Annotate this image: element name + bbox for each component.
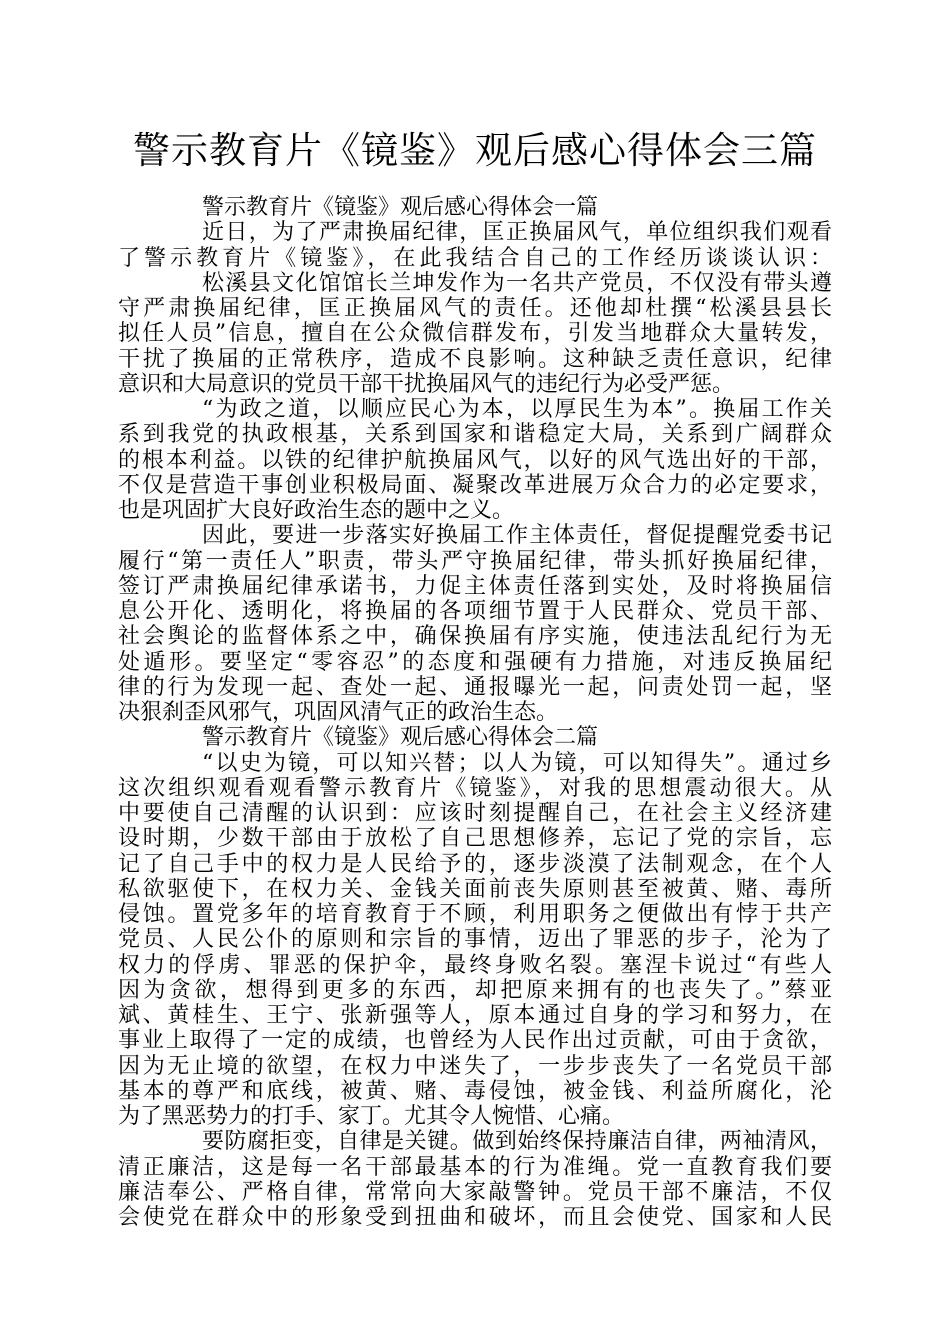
text-line: 不仅是营造干事创业积极局面、凝聚改革进展万众合力的必定要求，: [118, 472, 832, 498]
text-line: 警示教育片《镜鉴》观后感心得体会二篇: [202, 725, 599, 751]
text-line: “以史为镜，可以知兴替；以人为镜，可以知得失”。通过乡: [202, 750, 832, 776]
text-line: 清正廉洁，这是每一名干部最基本的行为准绳。党一直教育我们要: [118, 1154, 832, 1180]
text-line: 守严肃换届纪律，匡正换届风气的责任。还他却杜撰“松溪县县长: [118, 296, 832, 321]
text-line: 息公开化、透明化，将换届的各项细节置于人民群众、党员干部、: [118, 599, 832, 624]
text-line: 廉洁奉公、严格自律，常常向大家敲警钟。党员干部不廉洁，不仅: [118, 1179, 832, 1205]
text-line: 事业上取得了一定的成绩，也曾经为人民作出过贡献，可由于贪欲，: [118, 1028, 832, 1054]
text-line: 为了黑恶势力的打手、家丁。尤其令人惋惜、心痛。: [118, 1104, 625, 1129]
text-line: 处遁形。要坚定“零容忍”的态度和强硬有力措施，对违反换届纪: [118, 649, 832, 675]
text-line: 权力的俘虏、罪恶的保护伞，最终身败名裂。塞涅卡说过“有些人: [118, 952, 832, 978]
text-line: 侵蚀。置党多年的培育教育于不顾，利用职务之便做出有悖于共产: [118, 902, 832, 927]
text-line: 因为无止境的欲望，在权力中迷失了，一步步丧失了一名党员干部: [118, 1053, 832, 1079]
text-line: 警示教育片《镜鉴》观后感心得体会一篇: [202, 195, 599, 220]
text-line: 了警示教育片《镜鉴》，在此我结合自己的工作经历谈谈认识：: [118, 245, 832, 271]
text-line: 记了自己手中的权力是人民给予的，逐步淡漠了法制观念，在个人: [118, 851, 832, 877]
text-line: 设时期，少数干部由于放松了自己思想修养，忘记了党的宗旨，忘: [118, 826, 832, 852]
text-line: 签订严肃换届纪律承诺书，力促主体责任落到实处，及时将换届信: [118, 573, 832, 599]
text-line: 因为贪欲，想得到更多的东西，却把原来拥有的也丧失了。”蔡亚: [118, 977, 832, 1003]
text-line: 私欲驱使下，在权力关、金钱关面前丧失原则甚至被黄、赌、毒所: [118, 876, 832, 902]
text-line: 履行“第一责任人”职责，带头严守换届纪律，带头抓好换届纪律，: [118, 548, 832, 574]
text-line: 中要使自己清醒的认识到：应该时刻提醒自己，在社会主义经济建: [118, 801, 832, 826]
text-line: 拟任人员”信息，擅自在公众微信群发布，引发当地群众大量转发，: [118, 321, 832, 347]
text-line: 决狠刹歪风邪气，巩固风清气正的政治生态。: [118, 700, 559, 725]
document-title: 警示教育片《镜鉴》观后感心得体会三篇: [133, 129, 817, 172]
text-line: 党员、人民公仆的原则和宗旨的事情，迈出了罪恶的步子，沦为了: [118, 927, 832, 953]
text-line: 基本的尊严和底线，被黄、赌、毒侵蚀，被金钱、利益所腐化，沦: [118, 1078, 832, 1104]
text-line: 会使党在群众中的形象受到扭曲和破坏，而且会使党、国家和人民: [118, 1205, 832, 1230]
text-line: 干扰了换届的正常秩序，造成不良影响。这种缺乏责任意识，纪律: [118, 346, 832, 372]
text-line: 要防腐拒变，自律是关键。做到始终保持廉洁自律，两袖清风，: [202, 1129, 832, 1155]
text-line: 松溪县文化馆馆长兰坤发作为一名共产党员，不仅没有带头遵: [202, 270, 832, 296]
text-line: “为政之道，以顺应民心为本，以厚民生为本”。换届工作关: [202, 397, 832, 422]
text-line: 斌、黄桂生、王宁、张新强等人，原本通过自身的学习和努力，在: [118, 1003, 832, 1028]
text-line: 的根本利益。以铁的纪律护航换届风气，以好的风气选出好的干部，: [118, 447, 832, 473]
text-line: 也是巩固扩大良好政治生态的题中之义。: [118, 498, 515, 523]
text-line: 近日，为了严肃换届纪律，匡正换届风气，单位组织我们观看: [202, 220, 832, 246]
text-line: 律的行为发现一起、查处一起、通报曝光一起，问责处罚一起，坚: [118, 674, 832, 700]
text-line: 因此，要进一步落实好换届工作主体责任，督促提醒党委书记: [202, 523, 832, 549]
text-line: 意识和大局意识的党员干部干扰换届风气的违纪行为必受严惩。: [118, 371, 735, 397]
document-body: [118, 195, 832, 1230]
text-line: 社会舆论的监督体系之中，确保换届有序实施，使违法乱纪行为无: [118, 624, 832, 650]
text-line: 系到我党的执政根基，关系到国家和谐稳定大局，关系到广阔群众: [118, 422, 832, 448]
text-line: 这次组织观看观看警示教育片《镜鉴》，对我的思想震动很大。从: [118, 775, 832, 801]
